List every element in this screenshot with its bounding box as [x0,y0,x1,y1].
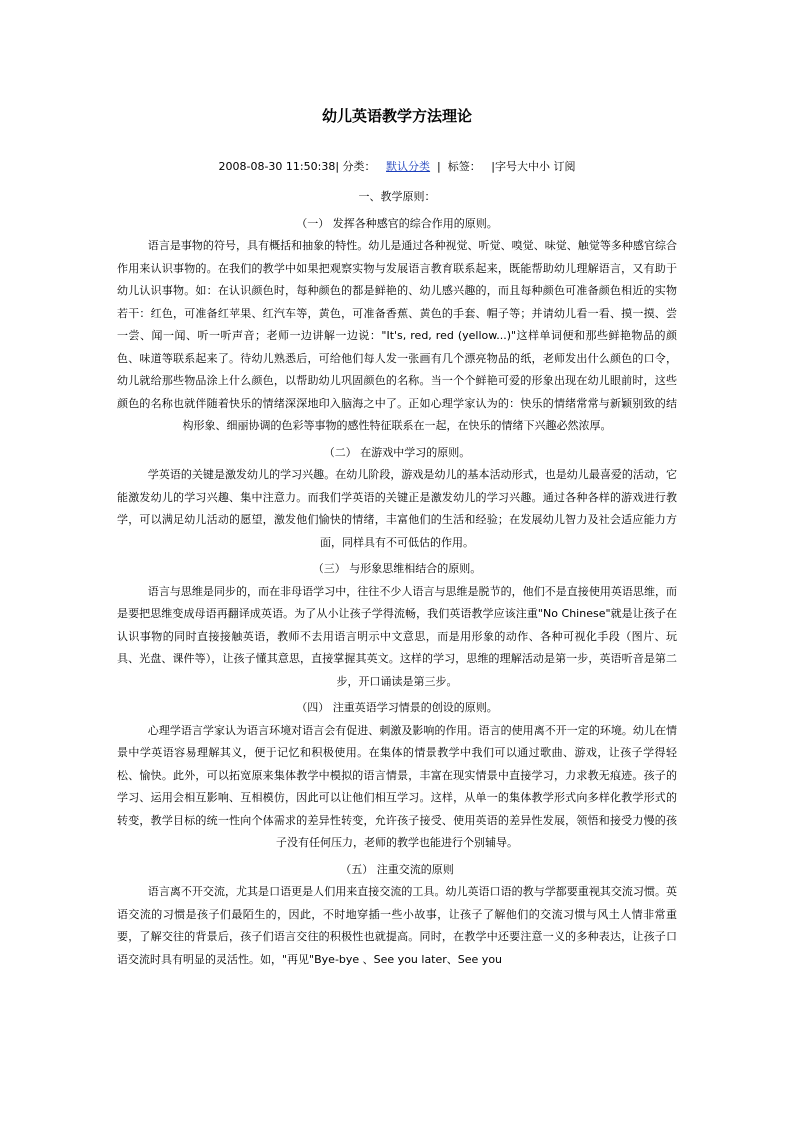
document-title: 幼儿英语教学方法理论 [321,107,472,125]
section-heading-3: （三） 与形象思维相结合的原则。 [312,562,482,575]
section-heading-2: （二） 在游戏中学习的原则。 [323,445,471,459]
section-paragraph-3: 语言与思维是同步的，而在非母语学习中，往往不少人语言与思维是脱节的，他们不是直接使用英语思维，而是要把思维变成母语再翻译成英语。为了从小让孩子学得流畅，我们英语教学应该注重"No Chinese"就是让孩子在认识事物的同时直接接触英语，教师不去用语言明示中文意思，而是用形象的动作、各种可视化手段（图片、玩具、光盘、课件等），让孩子懂其意思，直接掌握其英文。这样的学习，思维的理解活动是第一步，英语听音是第二步，开口诵读是第三步。 [117,584,677,688]
tag-label: 标签： [447,160,481,173]
subscribe-link[interactable]: 订阅 [553,160,576,173]
font-size-selector[interactable]: |字号大中小 [491,160,550,173]
section-heading-4: （四） 注重英语学习情景的创设的原则。 [296,701,498,714]
article-body [117,186,677,975]
post-datetime: 2008-08-30 11:50:38| [218,160,340,173]
section-main-heading: 一、教学原则： [358,190,436,203]
section-heading-1: （一） 发挥各种感官的综合作用的原则。 [296,216,498,230]
section-paragraph-5: 语言离不开交流，尤其是口语更是人们用来直接交流的工具。幼儿英语口语的教与学都要重视其交流习惯。英语交流的习惯是孩子们最陌生的，因此，不时地穿插一些小故事，让孩子了解他们的交流习惯与风土人情非常重要，了解交往的背景后，孩子们语言交往的积极性也就提高。同时，在教学中还要注意一义的多种表达，让孩子口语交流时具有明显的灵活性。如，"再见"Bye-bye 、See you later、See you [117,885,677,966]
post-meta [117,158,677,176]
category-link[interactable]: 默认分类 [386,160,431,173]
section-paragraph-4: 心理学语言学家认为语言环境对语言会有促进、刺激及影响的作用。语言的使用离不开一定的环境。幼儿在情景中学英语容易理解其义，便于记忆和积极使用。在集体的情景教学中我们可以通过歌曲、游戏，让孩子学得轻松、愉快。此外，可以拓宽原来集体教学中模拟的语言情景，丰富在现实情景中直接学习，力求教无痕迹。孩子的学习、运用会相互影响、互相模仿，因此可以让他们相互学习。这样，从单一的集体教学形式向多样化教学形式的转变，教学目标的统一性向个体需求的差异性转变，允许孩子接受、使用英语的差异性发展，领悟和接受力慢的孩子没有任何压力，老师的教学也能进行个别辅导。 [117,723,677,849]
section-heading-5: （五） 注重交流的原则 [340,862,454,876]
category-label: 分类： [342,160,376,173]
meta-separator: | [437,160,441,173]
section-paragraph-2: 学英语的关键是激发幼儿的学习兴趣。在幼儿阶段，游戏是幼儿的基本活动形式，也是幼儿最喜爱的活动，它能激发幼儿的学习兴趣、集中注意力。而我们学英语的关键正是激发幼儿的学习兴趣。通过各种各样的游戏进行教学，可以满足幼儿活动的愿望，激发他们愉快的情绪，丰富他们的生活和经验；在发展幼儿智力及社会适应能力方面，同样具有不可低估的作用。 [117,468,677,549]
section-paragraph-1: 语言是事物的符号，具有概括和抽象的特性。幼儿是通过各种视觉、听觉、嗅觉、味觉、触觉等多种感官综合作用来认识事物的。在我们的教学中如果把观察实物与发展语言教育联系起来，既能帮助幼儿理解语言，又有助于幼儿认识事物。如：在认识颜色时，每种颜色的都是鲜艳的、幼儿感兴趣的，而且每种颜色可准备颜色相近的实物若干：红色，可准备红苹果、红汽车等，黄色，可准备香蕉、黄色的手套、帽子等；并请幼儿看一看、摸一摸、尝一尝、闻一闻、听一听声音；老师一边讲解一边说："It's, red, red (yellow...)"这样单词便和那些鲜艳物品的颜色、味道等联系起来了。待幼儿熟悉后，可给他们每人发一张画有几个漂亮物品的纸，老师发出什么颜色的口令，幼儿就给那些物品涂上什么颜色，以帮助幼儿巩固颜色的名称。当一个个鲜艳可爱的形象出现在幼儿眼前时，这些颜色的名称也就伴随着快乐的情绪深深地印入脑海之中了。正如心理学家认为的：快乐的情绪常常与新颖别致的结构形象、细丽协调的色彩等事物的感性特征联系在一起，在快乐的情绪下兴趣必然浓厚。 [117,239,677,432]
